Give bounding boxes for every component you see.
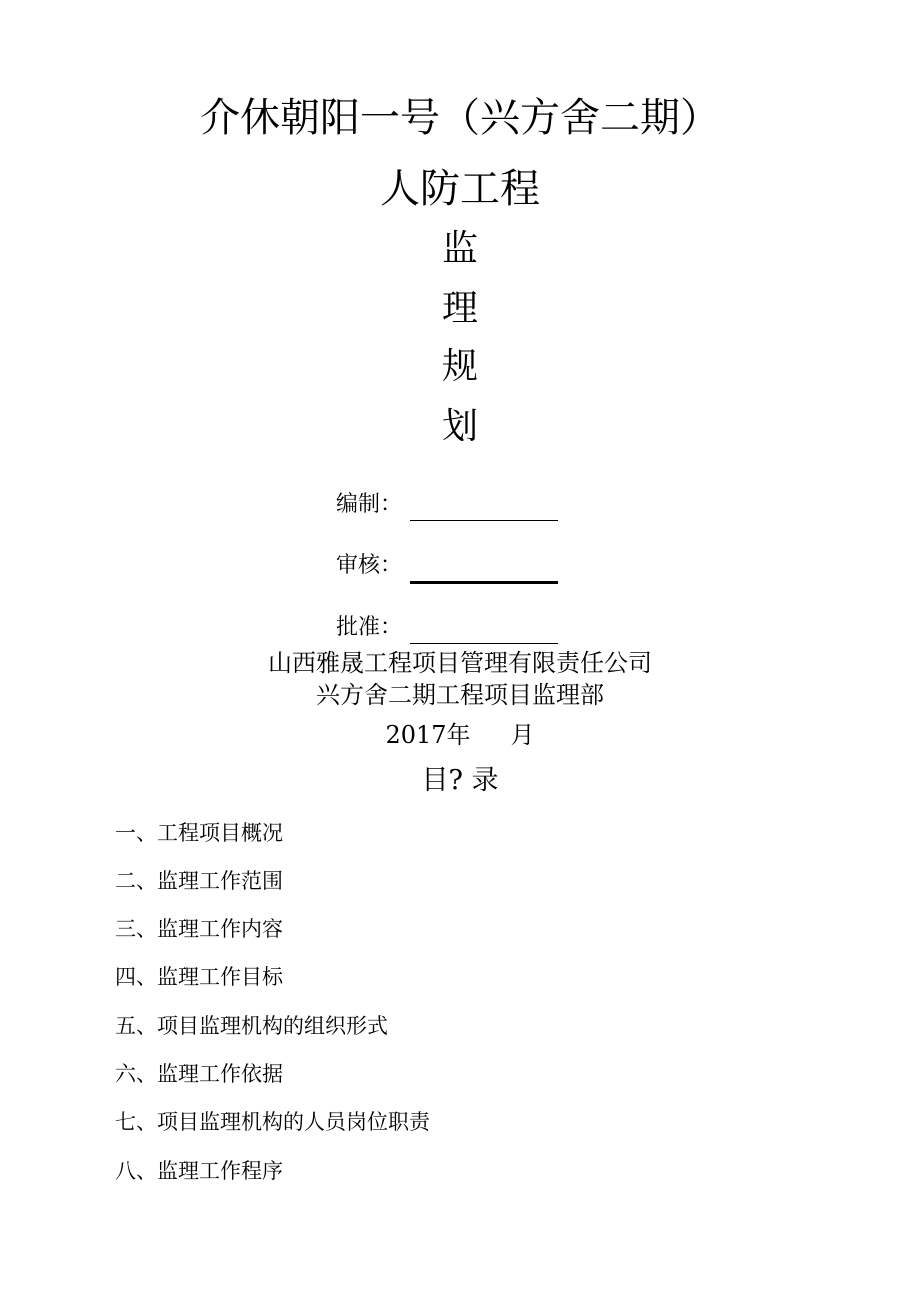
toc-item[interactable]: 五、项目监理机构的组织形式 [115, 1014, 388, 1038]
toc-item[interactable]: 一、工程项目概况 [115, 821, 283, 845]
signature-approved [336, 613, 402, 643]
title-char-1: 监 [441, 228, 478, 269]
signature-line [410, 643, 558, 644]
date-year: 2017年 [385, 721, 471, 749]
toc-item[interactable]: 六、监理工作依据 [115, 1062, 283, 1086]
signature-line [410, 520, 558, 521]
date-month: 月 [510, 721, 535, 749]
company-name: 山西雅晟工程项目管理有限责任公司 [268, 649, 652, 677]
toc-item[interactable]: 二、监理工作范围 [115, 869, 283, 893]
title-char-3: 规 [441, 346, 478, 387]
title-char-4: 划 [441, 406, 478, 447]
signature-compiled [336, 490, 402, 520]
signature-label: 批准： [336, 615, 403, 640]
signature-label: 审核： [336, 553, 403, 578]
project-subtitle: 人防工程 [380, 166, 540, 212]
toc-item[interactable]: 三、监理工作内容 [115, 917, 283, 941]
signature-label: 编制： [336, 492, 403, 517]
toc-item[interactable]: 四、监理工作目标 [115, 965, 283, 989]
department-name: 兴方舍二期工程项目监理部 [316, 681, 604, 709]
signature-reviewed [336, 551, 402, 581]
signature-line [410, 581, 558, 584]
title-char-2: 理 [441, 288, 478, 329]
document-date [0, 720, 920, 750]
project-title: 介休朝阳一号（兴方舍二期） [200, 95, 720, 141]
toc-title: 目? 录 [421, 765, 499, 796]
toc-item[interactable]: 七、项目监理机构的人员岗位职责 [115, 1110, 430, 1134]
toc-item[interactable]: 八、监理工作程序 [115, 1159, 283, 1183]
